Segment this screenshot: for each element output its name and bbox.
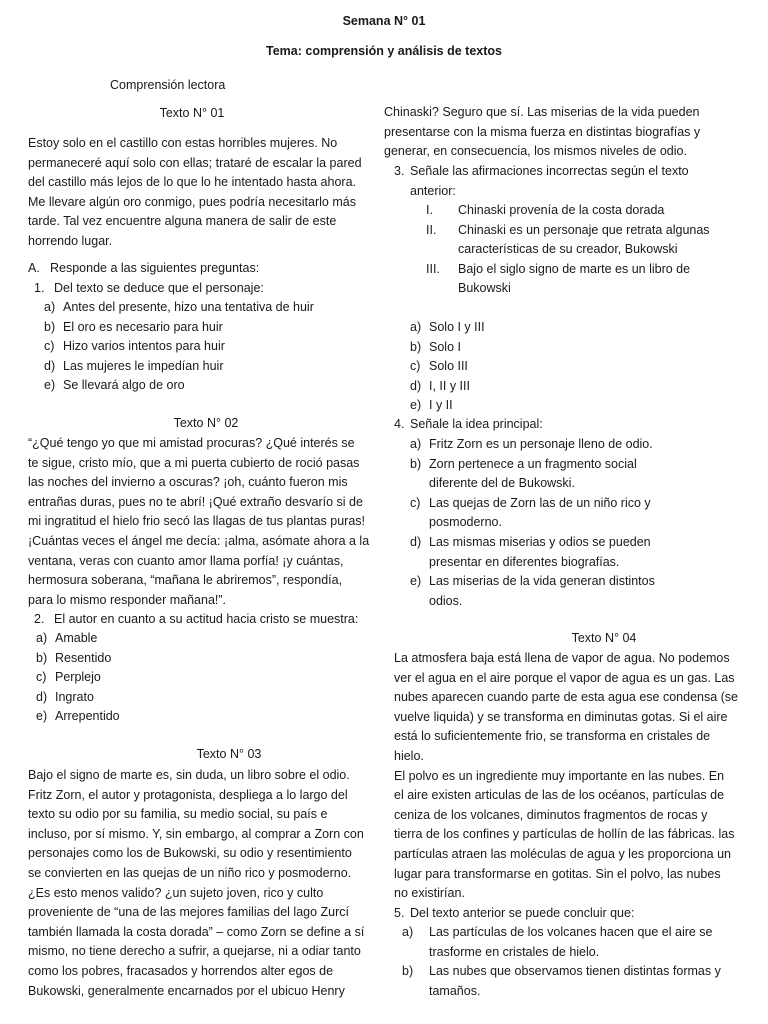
option-text: El oro es necesario para huir: [63, 319, 223, 334]
question-number: 4.: [394, 417, 405, 431]
statement-item: [426, 260, 710, 280]
option-text: Las mujeres le impedían huir: [63, 358, 224, 373]
text-line: mismo, no tiene derecho a sufrir, a quejarse, ni a odiar tanto: [28, 944, 361, 959]
option-mark: b): [44, 319, 56, 334]
option-mark: c): [410, 359, 421, 374]
option-text: Las partículas de los volcanes hacen que el aire se: [429, 925, 713, 939]
answer-option[interactable]: [410, 377, 485, 397]
answer-option[interactable]: [36, 668, 120, 688]
text-line: Bukowski, generalmente encarnados por el ubicuo Henry: [28, 983, 345, 998]
option-mark: b): [410, 339, 422, 354]
text-line: está lo suficientemente frio, se transforma en cristales de: [394, 729, 711, 744]
topic-heading: Tema: comprensión y análisis de textos: [266, 44, 502, 58]
section-a-text: Responde a las siguientes preguntas:: [50, 261, 260, 275]
text-line: Bajo el signo de marte es, sin duda, un libro sobre el odio.: [28, 768, 350, 782]
answer-option[interactable]: [410, 396, 485, 416]
text-line: Fritz Zorn, el autor y protagonista, despliega a lo largo del: [28, 787, 348, 802]
option-text: Arrepentido: [55, 709, 120, 724]
answer-option[interactable]: [44, 318, 314, 338]
answer-option[interactable]: [36, 688, 120, 708]
option-text: Solo III: [429, 359, 468, 374]
option-text: Amable: [55, 631, 98, 645]
option-mark: c): [36, 670, 47, 685]
option-mark: e): [36, 709, 48, 724]
text-line: generar, en consecuencia, los mismos niveles de odio.: [384, 144, 687, 159]
answer-option[interactable]: [36, 707, 120, 727]
option-text: Perplejo: [55, 670, 101, 685]
statement-text: Bukowski: [458, 281, 511, 296]
question-4-options: [410, 435, 655, 611]
question-number: 5.: [394, 906, 405, 920]
option-mark: a): [402, 925, 414, 939]
texto1-title: Texto N° 01: [159, 106, 225, 120]
text-line: personajes como los de Bukowski, su odio y resentimiento: [28, 846, 352, 861]
text-line: “¿Qué tengo yo que mi amistad procuras? ¿Qué interés se: [28, 436, 355, 450]
statement-item: [426, 201, 710, 221]
text-line: para lo mismo responder mañana!”.: [28, 592, 227, 607]
option-mark: a): [410, 437, 422, 451]
text-line: como los pobres, fracasados y horrendos alter egos de: [28, 963, 334, 978]
texto3-continued: [384, 103, 724, 162]
texto2-title: Texto N° 02: [173, 416, 239, 430]
texto2-body: [28, 434, 370, 610]
text-line: entrañas duras, pues no te abrí! ¡Qué extraño desvarío si de: [28, 494, 363, 509]
option-mark: b): [410, 456, 422, 471]
question-3: [394, 162, 689, 201]
answer-option[interactable]: [410, 572, 655, 611]
text-line: Chinaski? Seguro que sí. Las miserias de la vida pueden: [384, 105, 700, 119]
option-text: Las mismas miserias y odios se pueden: [429, 534, 651, 549]
texto4-title: Texto N° 04: [571, 631, 637, 645]
statement-text: Chinaski es un personaje que retrata algunas: [458, 222, 710, 237]
question-2: [34, 610, 358, 630]
question-1: [34, 279, 264, 299]
texto4-body: [394, 649, 739, 904]
text-line: ver el agua en el aire porque el vapor de agua es un gas. Las: [394, 670, 735, 685]
option-text: Las nubes que observamos tienen distintas formas y: [429, 964, 721, 979]
option-text: Se llevará algo de oro: [63, 378, 185, 393]
option-text: I, II y III: [429, 378, 470, 393]
text-line: no existirían.: [394, 886, 465, 901]
option-mark: c): [44, 339, 55, 354]
statement-mark: I.: [426, 203, 433, 217]
option-mark: d): [410, 378, 422, 393]
option-mark: a): [44, 300, 56, 314]
question-text: Del texto anterior se puede concluir que:: [410, 906, 635, 920]
section-heading: Comprensión lectora: [110, 78, 226, 92]
text-line: ¡Cuántas veces el ángel me decía: ¡alma, asómate ahora a la: [28, 533, 370, 548]
text-line: incluso, por sí mismo. Y, sin embargo, al comprar a Zorn con: [28, 826, 364, 841]
option-text: Zorn pertenece a un fragmento social: [429, 456, 637, 471]
option-mark: d): [44, 358, 56, 373]
text-line: tarde. Tal vez encuentre alguna manera de salir de este: [28, 214, 337, 229]
text-line: te sigue, cristo mío, que a mi puerta cubierto de roció pasas: [28, 455, 360, 470]
option-text: Las miserias de la vida generan distintos: [429, 574, 655, 589]
question-text: Del texto se deduce que el personaje:: [54, 281, 264, 295]
option-text: Solo I: [429, 339, 461, 354]
statement-text: Bajo el siglo signo de marte es un libro de: [458, 261, 691, 276]
option-text: Ingrato: [55, 689, 94, 704]
answer-option[interactable]: [44, 376, 314, 396]
question-4: [394, 415, 543, 435]
question-2-options: [36, 629, 120, 727]
option-text: odios.: [429, 593, 463, 608]
text-line: ceniza de los volcanes, diminutos fragmentos de rocas y: [394, 807, 708, 822]
answer-option[interactable]: [44, 357, 314, 377]
statement-text: características de su creador, Bukowski: [458, 242, 678, 257]
text-line: horrendo lugar.: [28, 233, 113, 248]
option-mark: e): [44, 378, 56, 393]
statement-mark: II.: [426, 222, 437, 237]
option-text: trasforme en cristales de hielo.: [429, 944, 600, 959]
option-text: Resentido: [55, 650, 112, 665]
question-number: 2.: [34, 612, 45, 626]
option-mark: e): [410, 574, 422, 589]
section-a: [28, 259, 259, 279]
answer-option[interactable]: [402, 962, 721, 1001]
answer-option[interactable]: [36, 629, 120, 649]
statement-item: [426, 221, 710, 241]
text-line: presentarse con la misma fuerza en distintas biografías y: [384, 124, 701, 139]
option-text: I y II: [429, 398, 453, 413]
text-line: ventana, veras con cuanto amor llama porfía! ¡y cuántas,: [28, 553, 344, 568]
question-number: 1.: [34, 281, 45, 295]
option-text: Fritz Zorn es un personaje lleno de odio.: [429, 437, 653, 451]
text-line: proveniente de “una de las mejores familias del lago Zurcí: [28, 905, 350, 920]
question-1-options: [44, 298, 314, 396]
answer-option[interactable]: [410, 533, 655, 572]
text-line: ¿Es esto menos valido? ¿un sujeto joven, rico y culto: [28, 885, 324, 900]
statement-mark: III.: [426, 261, 440, 276]
question-text: El autor en cuanto a su actitud hacia cristo se muestra:: [54, 612, 359, 626]
answer-option[interactable]: [44, 337, 314, 357]
question-5-options: [402, 923, 721, 1001]
option-mark: d): [36, 689, 48, 704]
option-text: Hizo varios intentos para huir: [63, 339, 225, 354]
texto3-body: [28, 766, 365, 1001]
statement-text: Chinaski provenía de la costa dorada: [458, 203, 665, 217]
text-line: del castillo más lejos de lo que lo he intentado hasta ahora.: [28, 175, 356, 190]
question-text: Señale las afirmaciones incorrectas según el texto: [410, 164, 689, 178]
text-line: vuelve liquida) y se transforma en diminutas gotas. Si el aire: [394, 709, 728, 724]
text-line: permaneceré aquí solo con ellas; trataré de escalar la pared: [28, 155, 362, 170]
text-line: La atmosfera baja está llena de vapor de agua. No podemos: [394, 651, 730, 665]
option-text: Las quejas de Zorn las de un niño rico y: [429, 495, 651, 510]
option-mark: b): [36, 650, 48, 665]
text-line: Me llevare algún oro conmigo, pues podría necesitarlo más: [28, 194, 356, 209]
text-line: El polvo es un ingrediente muy importante en las nubes. En: [394, 768, 725, 783]
answer-option[interactable]: [36, 649, 120, 669]
option-mark: a): [36, 631, 48, 645]
week-heading: Semana N° 01: [342, 14, 426, 28]
answer-option[interactable]: [402, 923, 721, 962]
text-line: nubes aparecen cuando parte de esta agua ese condensa (se: [394, 690, 739, 705]
text-line: hielo.: [394, 748, 424, 763]
option-mark: d): [410, 534, 422, 549]
text-line: Estoy solo en el castillo con estas horribles mujeres. No: [28, 136, 338, 150]
answer-option[interactable]: [410, 455, 655, 494]
option-mark: a): [410, 320, 422, 334]
question-3-statements: [426, 201, 710, 299]
question-text: anterior:: [410, 183, 456, 198]
question-text: Señale la idea principal:: [410, 417, 543, 431]
option-text: diferente del de Bukowski.: [429, 476, 575, 491]
question-5: [394, 904, 634, 924]
answer-option[interactable]: [410, 435, 655, 455]
option-text: Antes del presente, hizo una tentativa de huir: [63, 300, 314, 314]
text-line: hermosura soberana, “mañana le abriremos”, respondía,: [28, 573, 343, 588]
text-line: texto su odio por su familia, su medio social, su país e: [28, 807, 328, 822]
text-line: partículas atraen las moléculas de agua y les proporciona un: [394, 846, 732, 861]
text-line: lugar para transformarse en gotitas. Sin el polvo, las nubes: [394, 866, 721, 881]
text-line: las noches del invierno a oscuras? ¡oh, cuánto fueron mis: [28, 475, 348, 490]
texto3-title: Texto N° 03: [196, 747, 262, 761]
option-text: posmoderno.: [429, 515, 502, 530]
question-number: 3.: [394, 164, 405, 178]
option-text: presentar en diferentes biografías.: [429, 554, 620, 569]
answer-option[interactable]: [44, 298, 314, 318]
section-a-label: A.: [28, 261, 40, 275]
option-text: tamaños.: [429, 983, 481, 998]
option-mark: e): [410, 398, 422, 413]
answer-option[interactable]: [410, 357, 485, 377]
text-line: el aire existen articulas de las de los océanos, partículas de: [394, 788, 725, 803]
answer-option[interactable]: [410, 318, 485, 338]
option-mark: c): [410, 495, 421, 510]
option-mark: b): [402, 964, 414, 979]
text-line: se convierten en las quejas de un niño rico y posmoderno.: [28, 865, 352, 880]
option-text: Solo I y III: [429, 320, 485, 334]
text-line: también llamada la costa dorada” – como Zorn se define a sí: [28, 924, 365, 939]
text-line: tierra de los confines y partículas de hollín de las fábricas. las: [394, 827, 735, 842]
text-line: mi ingratitud el hielo frio secó las llagas de tus plantas puras!: [28, 514, 365, 529]
answer-option[interactable]: [410, 494, 655, 533]
texto1-body: [28, 134, 362, 252]
answer-option[interactable]: [410, 338, 485, 358]
question-3-options: [410, 318, 485, 416]
